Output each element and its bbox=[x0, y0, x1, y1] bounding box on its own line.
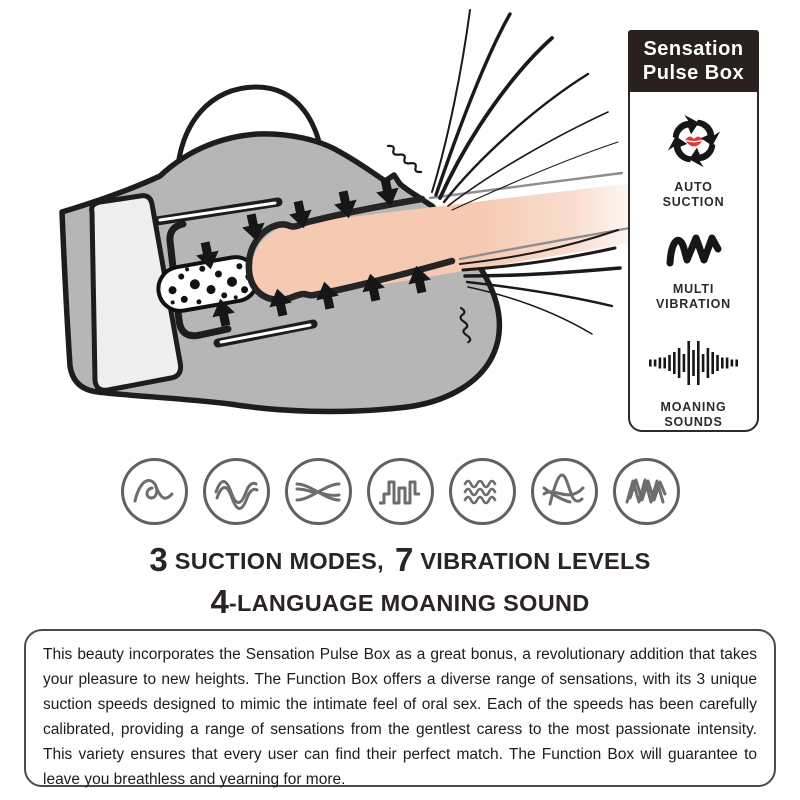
ripple-wave-icon bbox=[449, 458, 516, 525]
headline-line-2 bbox=[0, 583, 800, 625]
description-text: This beauty incorporates the Sensation Pulse Box as a great bonus, a revolutionary addition that takes your pleasure to new heights. The Function Box offers a diverse range of sensations, with its 3 unique suction speeds designed to mimic the intimate feel of oral sex. Each of the speeds has been carefully calibrated, providing a range of sensations from the gentlest caress to the most passionate intensity. This variety ensures that every user can find their perfect match. The Function Box will guarantee to leave you breathless and yearning for more. bbox=[43, 646, 757, 788]
panel-title-badge bbox=[628, 30, 759, 92]
feature-label: MULTI bbox=[672, 282, 715, 296]
feature-auto-suction bbox=[630, 112, 757, 210]
headline-text: SUCTION MODES, bbox=[174, 548, 384, 574]
feature-label: MOANING bbox=[660, 400, 727, 414]
multi-vibration-icon bbox=[666, 232, 722, 268]
spike-wave-icon bbox=[531, 458, 598, 525]
headline bbox=[0, 541, 800, 625]
headline-text: -LANGUAGE MOANING SOUND bbox=[228, 590, 590, 616]
feature-moaning-sounds bbox=[630, 338, 757, 430]
feature-label: SUCTION bbox=[662, 195, 725, 209]
feature-label: SOUNDS bbox=[664, 415, 723, 429]
headline-number: 3 bbox=[149, 541, 168, 578]
mode-icons-row bbox=[0, 458, 800, 525]
headline-text: VIBRATION LEVELS bbox=[420, 548, 651, 574]
double-wave-icon bbox=[203, 458, 270, 525]
headline-number: 7 bbox=[394, 541, 414, 578]
feature-label: AUTO bbox=[674, 180, 713, 194]
auto-suction-icon bbox=[665, 112, 723, 170]
feature-multi-vibration bbox=[630, 232, 757, 312]
panel-title-line: Pulse Box bbox=[642, 62, 745, 84]
feature-label: VIBRATION bbox=[655, 297, 732, 311]
description-box bbox=[24, 629, 776, 787]
cross-wave-icon bbox=[285, 458, 352, 525]
moaning-sounds-icon bbox=[648, 338, 740, 388]
motion-lines-top bbox=[432, 10, 618, 210]
headline-line-1 bbox=[0, 541, 800, 583]
feature-panel bbox=[628, 30, 759, 432]
headline-number: 4 bbox=[210, 583, 229, 620]
zigzag-wave-icon bbox=[613, 458, 680, 525]
pulse-wave-icon bbox=[367, 458, 434, 525]
panel-title-line: Sensation bbox=[643, 38, 744, 60]
curl-wave-icon bbox=[121, 458, 188, 525]
